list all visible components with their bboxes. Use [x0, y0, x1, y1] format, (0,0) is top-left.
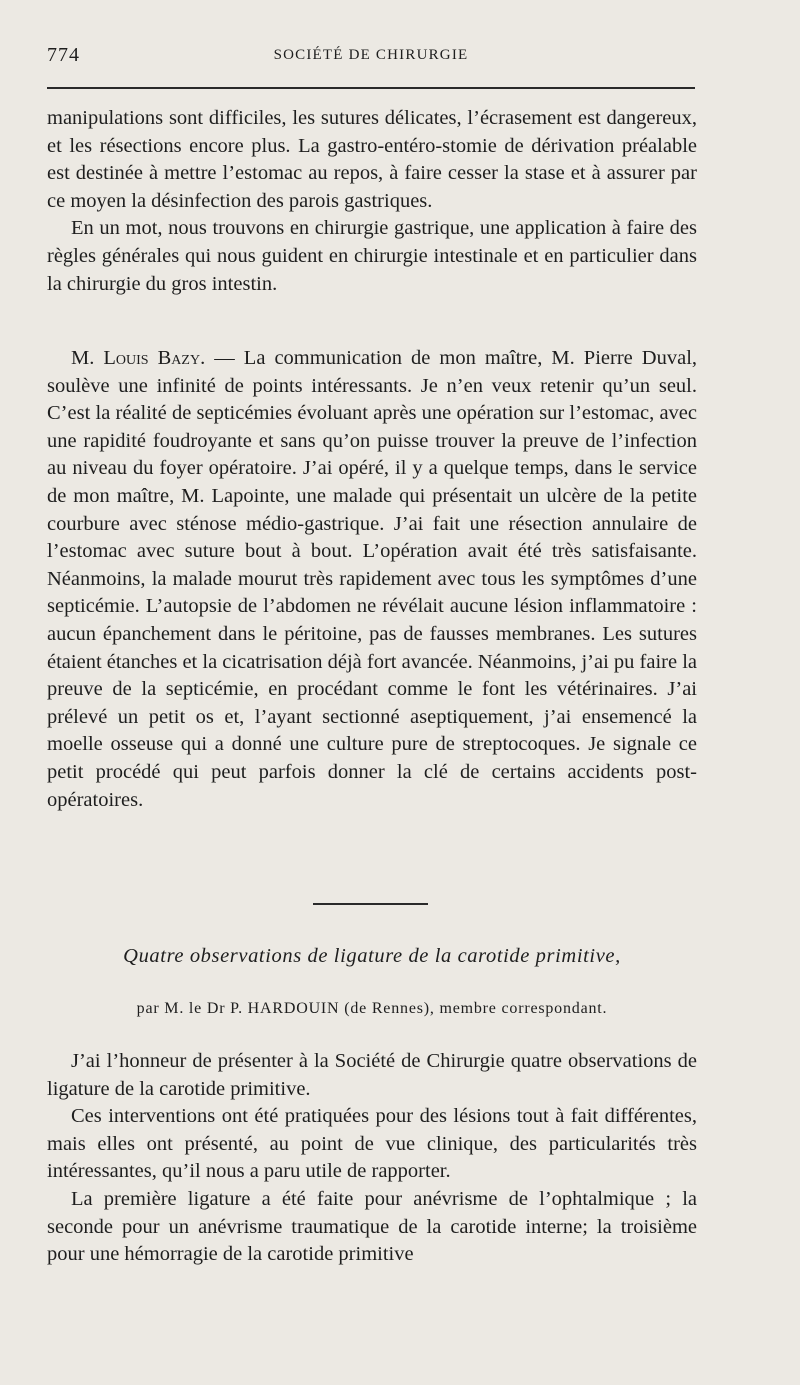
header-rule: [47, 87, 695, 89]
running-head: SOCIÉTÉ DE CHIRURGIE: [273, 47, 469, 63]
article-body: [47, 1048, 697, 1269]
article-byline: par M. le Dr P. HARDOUIN (de Rennes), membre correspondant.: [136, 1000, 608, 1017]
section-divider: [313, 903, 428, 905]
speaker-prefix: M.: [71, 347, 95, 369]
paragraph: La première ligature a été faite pour anévrisme de l’ophtalmique ; la seconde pour un anévrisme traumatique de la carotide interne; la troisième pour une hémorragie de la carotide primitive: [47, 1187, 697, 1266]
paragraph: En un mot, nous trouvons en chirurgie gastrique, une application à faire des règles générales qui nous guident en chirurgie intestinale et en particulier dans la chirurgie du gros intestin.: [47, 217, 697, 295]
discussion-body: — La communication de mon maître, M. Pierre Duval, soulève une infinité de points intéressants. Je n’en veux retenir qu’un seul. C’est la réalité de septicémies évoluant après une opération sur l’estomac, avec une rapidité foudroyante et sans qu’on puisse trouver la preuve de l’infection au niveau du foyer opératoire. J’ai opéré, il y a quelque temps, dans le service de mon maître, M. Lapointe, une malade qui présentait un ulcère de la petite courbure avec sténose médio-gastrique. J’ai fait une résection annulaire de l’estomac avec suture bout à bout. L’opération avait été très satisfaisante. Néanmoins, la malade mourut très rapidement avec tous les symptômes d’une septicémie. L’autopsie de l’abdomen ne révélait aucune lésion inflammatoire : aucun épanchement dans le péritoine, pas de fausses membranes. Les sutures étaient étanches et la cicatrisation déjà fort avancée. Néanmoins, j’ai pu faire la preuve de la septicémie, en procédant comme le font les vétérinaires. J’ai prélevé un petit os et, l’ayant sectionné aseptiquement, j’ai ensemencé la moelle osseuse qui a donné une culture pure de streptocoques. Je signale ce petit procédé qui peut parfois donner la clé de certains accidents post-opératoires.: [47, 347, 698, 811]
page-header: [47, 44, 695, 74]
article-title: Quatre observations de ligature de la carotide primitive,: [123, 945, 621, 967]
paragraph: manipulations sont difficiles, les sutures délicates, l’écrasement est dangereux, et les résections encore plus. La gastro-entéro-stomie de dérivation préalable est destinée à mettre l’estomac au repos, à faire cesser la stase et à assurer par ce moyen la désinfection des parois gastriques.: [47, 107, 697, 212]
paragraph: J’ai l’honneur de présenter à la Société de Chirurgie quatre observations de ligature de la carotide primitive.: [47, 1050, 697, 1100]
discussion-bazy: [47, 345, 697, 814]
paragraph: [47, 345, 697, 814]
paragraph: Ces interventions ont été pratiquées pour des lésions tout à fait différentes, mais elles ont présenté, au point de vue clinique, des particularités très intéressantes, qu’il nous a paru utile de rapporter.: [47, 1105, 697, 1183]
continued-text: [47, 105, 697, 298]
speaker-name: Louis Bazy.: [103, 347, 206, 369]
page-number: 774: [47, 44, 80, 66]
